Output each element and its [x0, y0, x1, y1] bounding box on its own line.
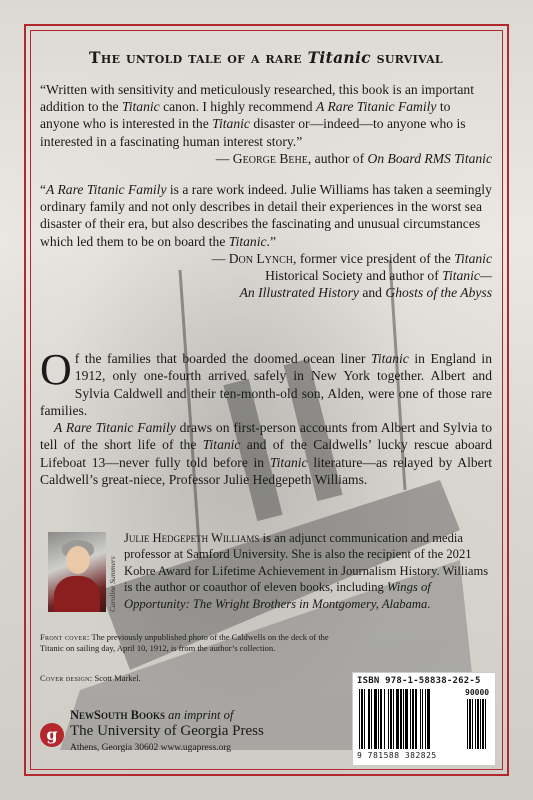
isbn-barcode	[352, 672, 496, 766]
headline-post: survival	[370, 48, 443, 67]
barcode-bars	[359, 689, 463, 749]
cover-design-credit: Cover design: Scott Markel.	[40, 673, 141, 683]
author-photo	[48, 532, 106, 612]
review-attribution-lynch: — Don Lynch, former vice president of the Titanic Historical Society and author of Titanic— An Illustrated History and Ghosts of the Abyss	[211, 250, 492, 301]
review-attribution-behe: — George Behe, author of On Board RMS Titanic	[215, 150, 492, 166]
headline-em: Titanic	[307, 48, 371, 67]
description-paragraph-1: Of the families that boarded the doomed ocean liner Titanic in England in 1912, only one-fourth arrived safely in New York together. Albert and Sylvia Caldwell and their ten-month-old son, Alden, were one of those rare families.	[40, 345, 492, 418]
drop-cap: O	[40, 345, 72, 394]
isbn-number: ISBN 978-1-58838-262-5	[357, 676, 481, 686]
front-cover-credit: Front cover: The previously unpublished photo of the Caldwells on the deck of the Titanic on sailing day, April 10, 1912, is from the author’s collection.	[40, 632, 329, 653]
publisher-imprint: NewSouth Books an imprint of	[70, 708, 234, 722]
ean-number: 9 781588 382825	[357, 751, 437, 760]
book-description	[40, 345, 493, 488]
publisher-address: Athens, Georgia 30602 www.ugapress.org	[70, 743, 232, 753]
publisher-press-name: The University of Georgia Press	[70, 723, 264, 739]
photo-credit: Caroline Summers	[108, 556, 117, 612]
author-bio-text: Julie Hedgepeth Williams is an adjunct communication and media professor at Samford University. She is also the recipient of the 2021 Kobre Award for Lifetime Achievement in Journalism History. Williams is the author or coauthor of eleven books, including Wings of Opportunity: The Wright Brothers in Montgomery, Alabama.	[124, 531, 489, 611]
headline-pre: The untold tale of a rare	[89, 48, 308, 67]
reviews-section	[40, 48, 492, 301]
ugapress-logo-icon: g	[40, 723, 64, 747]
review-quote-lynch: “A Rare Titanic Family is a rare work indeed. Julie Williams has taken a seemingly ordinary family and not only describes in detail their experiences in the worst sea disaster of their era, but also describes the fascinating and unusual circumstances which led them to be on board the Titanic.”	[40, 182, 492, 249]
barcode-addon-bars	[467, 699, 491, 749]
review-quote-behe: “Written with sensitivity and meticulously researched, this book is an important addition to the Titanic canon. I highly recommend A Rare Titanic Family to anyone who is interested in the Titanic disaster or—indeed—to anyone who is interested in a fascinating human interest story.”	[40, 82, 474, 149]
description-paragraph-2: A Rare Titanic Family draws on first-person accounts from Albert and Sylvia to tell of the short life of the Titanic and of the Caldwells’ lucky rescue aboard Lifeboat 13—never fully told before in Titanic literature—as relayed by Albert Caldwell’s great-niece, Professor Julie Hedgepeth Williams.	[40, 420, 493, 488]
barcode-addon-number: 90000	[465, 688, 490, 697]
headline	[40, 48, 492, 67]
